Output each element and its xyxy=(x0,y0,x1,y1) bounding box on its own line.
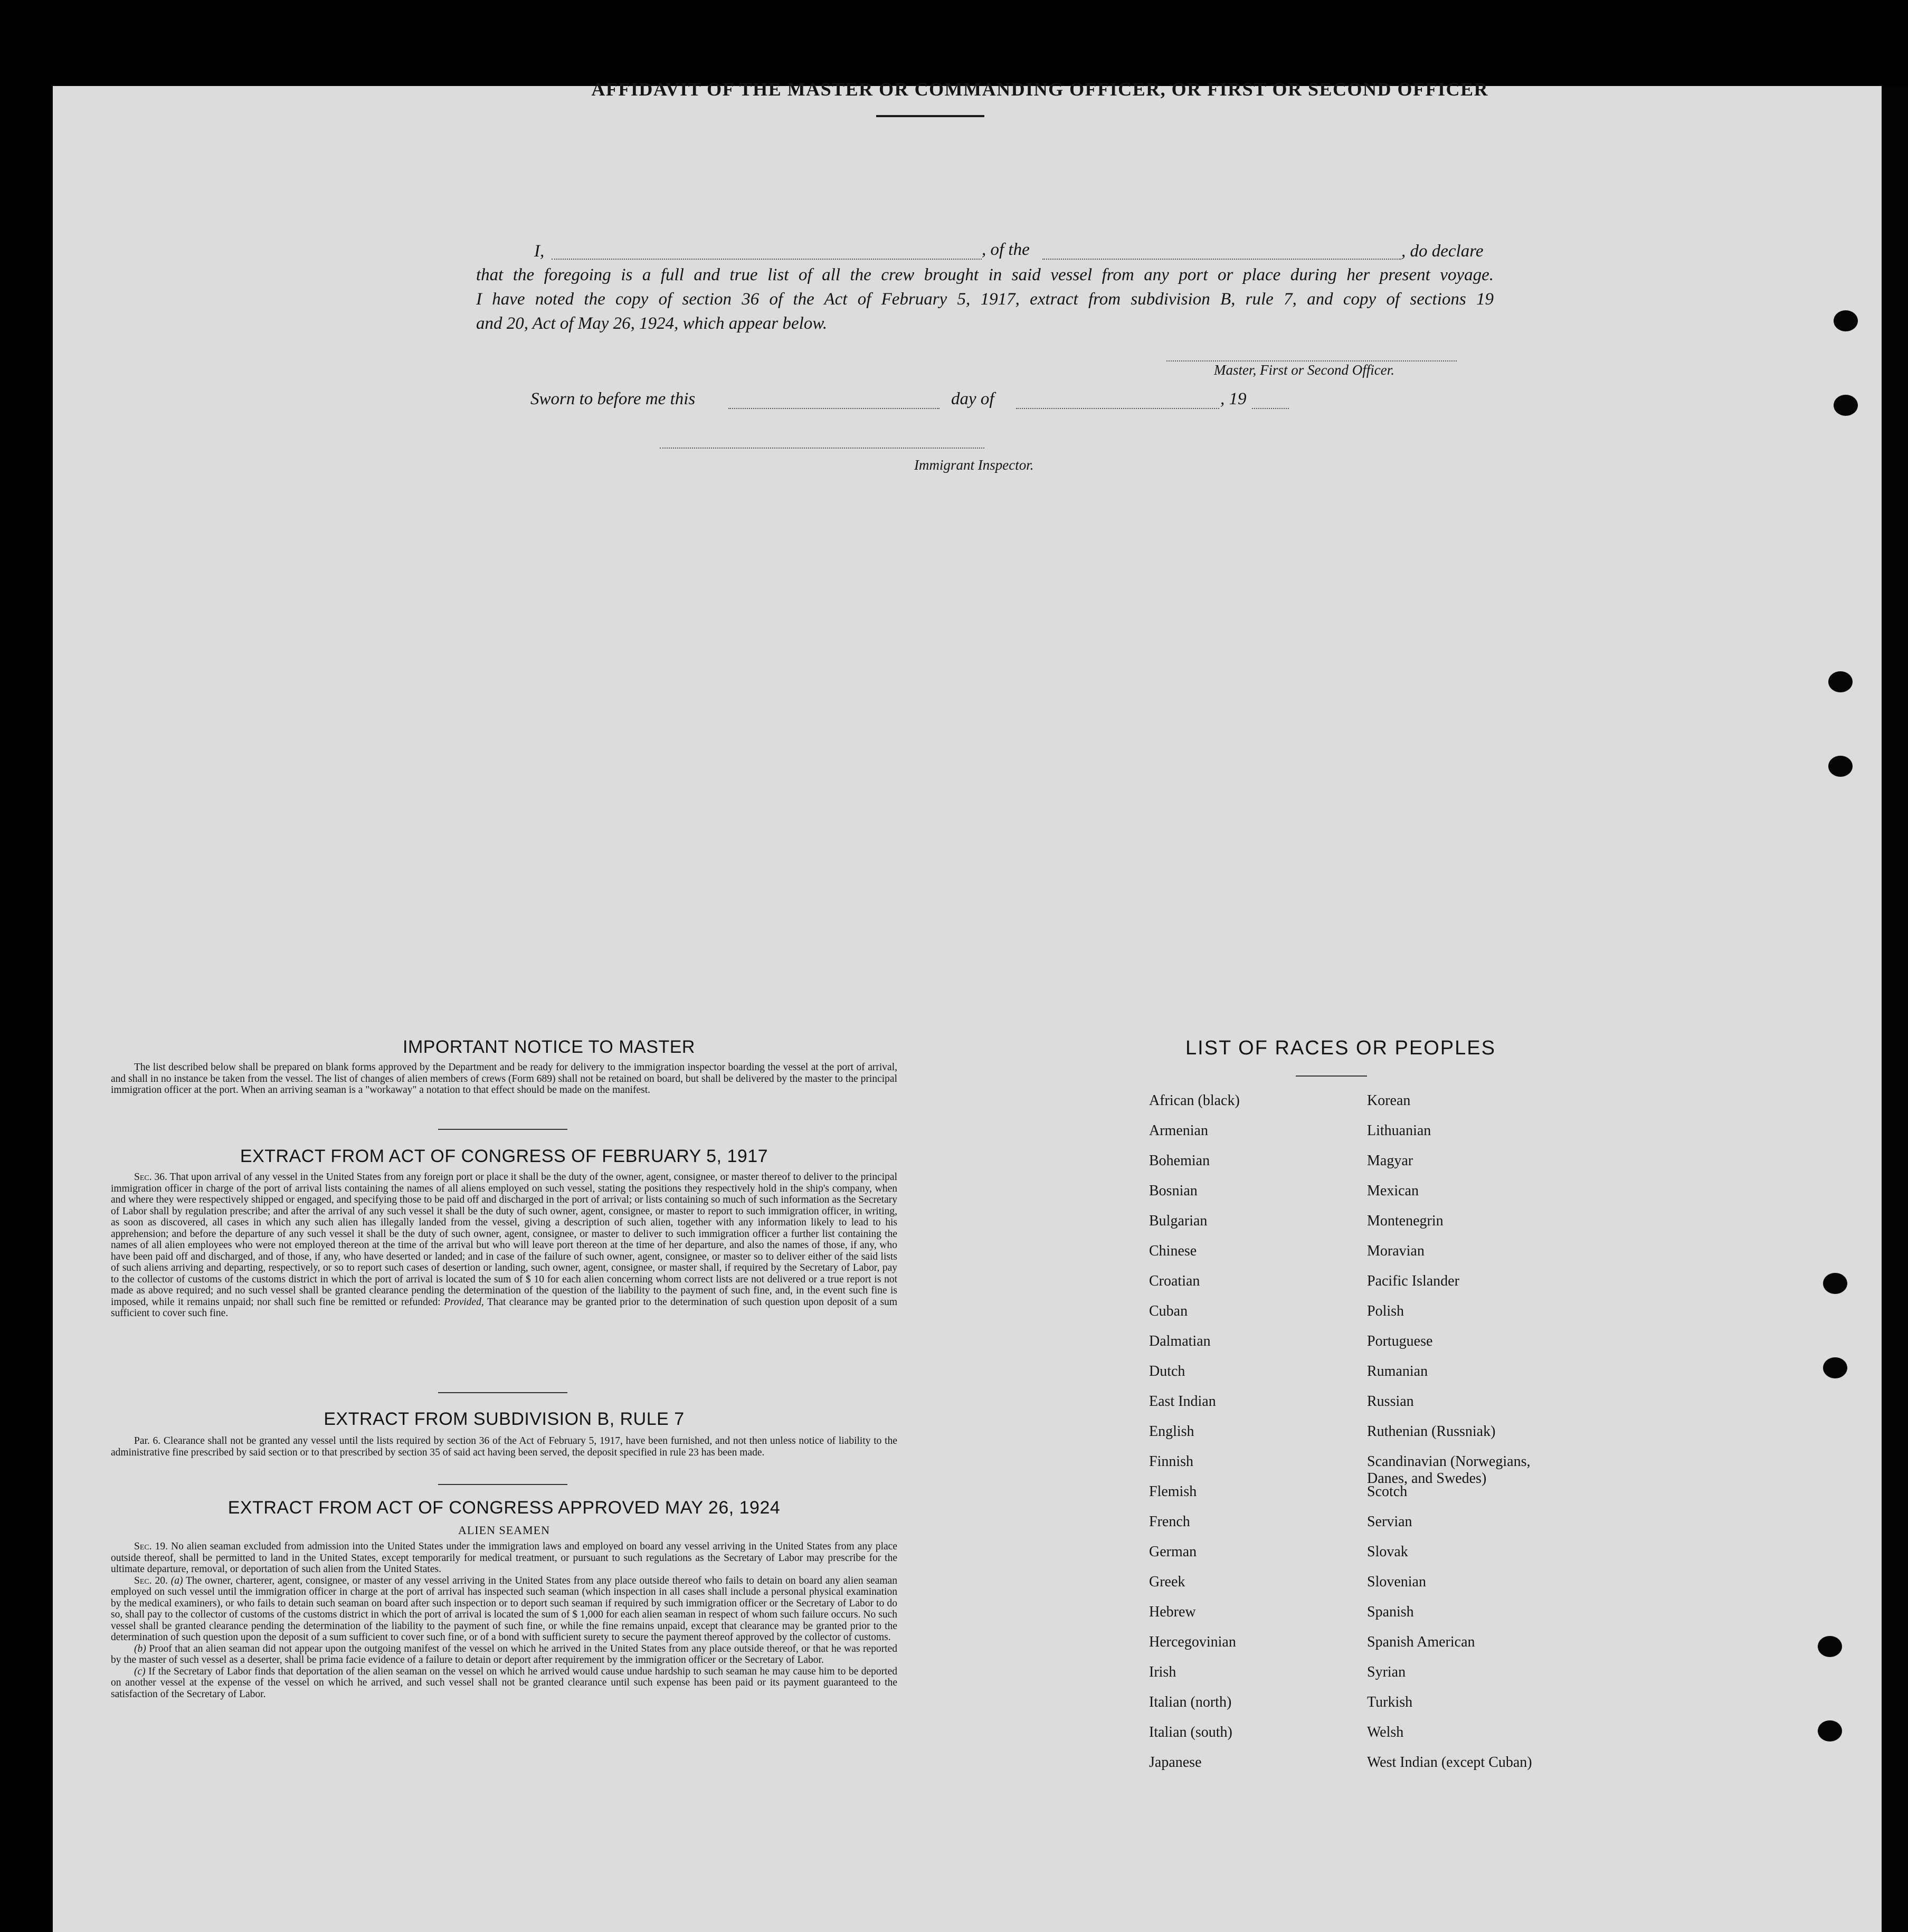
race-item: Turkish xyxy=(1367,1694,1413,1710)
name-blank xyxy=(552,259,982,260)
race-item: Greek xyxy=(1149,1574,1185,1590)
race-item: Hebrew xyxy=(1149,1604,1196,1620)
race-item: West Indian (except Cuban) xyxy=(1367,1754,1532,1771)
race-item: Syrian xyxy=(1367,1664,1406,1680)
race-item: East Indian xyxy=(1149,1393,1216,1410)
affidavit-line-3: I have noted the copy of section 36 of the Act of February 5, 1917, extract from subdivision B, rule 7, and copy of sections 19 xyxy=(476,290,1494,309)
extract-1917-title: EXTRACT FROM ACT OF CONGRESS OF FEBRUARY 5, 1917 xyxy=(240,1146,768,1166)
sheet-edge-shadow xyxy=(1882,86,1908,1932)
punch-hole xyxy=(1823,1357,1847,1378)
race-item: Croatian xyxy=(1149,1273,1200,1289)
race-item: Portuguese xyxy=(1367,1333,1433,1349)
sworn-day-of: day of xyxy=(951,389,994,408)
affidavit-i: I, xyxy=(534,242,545,261)
punch-hole xyxy=(1823,1273,1847,1294)
alien-seamen-subtitle: ALIEN SEAMEN xyxy=(458,1524,550,1537)
race-item: Cuban xyxy=(1149,1303,1188,1319)
race-item: Scandinavian (Norwegians, Danes, and Swedes) xyxy=(1367,1453,1531,1487)
signature-label: Master, First or Second Officer. xyxy=(1214,362,1394,378)
race-item: Bohemian xyxy=(1149,1153,1210,1169)
race-item: Hercegovinian xyxy=(1149,1634,1236,1650)
race-item: Mexican xyxy=(1367,1183,1419,1199)
punch-hole xyxy=(1828,756,1853,777)
extract-rule7-title: EXTRACT FROM SUBDIVISION B, RULE 7 xyxy=(324,1409,685,1429)
inspector-label: Immigrant Inspector. xyxy=(914,457,1034,473)
affidavit-of-the: , of the xyxy=(982,240,1030,259)
race-item: Slovak xyxy=(1367,1544,1408,1560)
extract-1924-text: Sec. 19. No alien seaman excluded from admission into the United States under the immigration laws and employed on board any vessel arriving in the United States from any place outside thereof, shall be permitted to land in the United States, except temporarily for medical treatment, or pursuant to such regulations as the Secretary of Labor may prescribe for the ultimate departure, removal, or deportation of such alien from the United States. Sec. 20. (a) The owner, charterer, agent, consignee, or master of any vessel arriving in the United States from any place outside thereof who fails to detain on board any alien seaman employed on such vessel until the immigration officer in charge at the port of arrival has inspected such seaman (which inspection in all cases shall include a personal physical examination by the medical examiners), or who fails to detain such seaman on board after such inspection or to deport such seaman if required by such immigration officer or the Secretary of Labor to do so, shall pay to the collector of customs of the customs district in which the port of arrival is located the sum of $ 1,000 for each alien seaman in respect of whom such failure occurs. No such vessel shall be granted clearance pending the determination of the liability to the payment of such fine, or while the fine remains unpaid, except that clearance may be granted prior to the determination of such question upon the deposit of a sum sufficient to cover such fine, or of a bond with sufficient surety to secure the payment thereof approved by the collector of customs. (b) Proof that an alien seaman did not appear upon the outgoing manifest of the vessel on which he arrived in the United States from any place outside thereof, or that he was reported by the master of such vessel as a deserter, shall be prima facie evidence of a failure to detain or deport after requirement by the immigration officer or the Secretary of Labor. (c) If the Secretary of Labor finds that deportation of the alien seaman on the vessel on which he arrived would cause undue hardship to such seaman he may cause him to be deported on another vessel at the expense of the vessel on which he arrived, and such vessel shall not be granted clearance until such expense has been paid or its payment guaranteed to the satisfaction of the Secretary of Labor. xyxy=(111,1541,898,1700)
day-blank xyxy=(728,408,939,409)
race-item: Finnish xyxy=(1149,1453,1194,1470)
race-item: Flemish xyxy=(1149,1483,1197,1500)
month-blank xyxy=(1016,408,1219,409)
race-item: Bulgarian xyxy=(1149,1213,1208,1229)
race-item: Japanese xyxy=(1149,1754,1202,1771)
affidavit-declare: , do declare xyxy=(1401,242,1484,261)
year-blank xyxy=(1252,408,1289,409)
race-item: African (black) xyxy=(1149,1092,1240,1109)
race-item: Scotch xyxy=(1367,1483,1408,1500)
divider xyxy=(1296,1076,1367,1077)
affidavit-line-4: and 20, Act of May 26, 1924, which appear below. xyxy=(476,314,828,333)
punch-hole xyxy=(1834,310,1858,331)
title-underline xyxy=(876,115,984,117)
race-item: Irish xyxy=(1149,1664,1176,1680)
race-item: Lithuanian xyxy=(1367,1122,1431,1139)
race-item: Korean xyxy=(1367,1092,1411,1109)
race-item: Italian (north) xyxy=(1149,1694,1232,1710)
race-item: Russian xyxy=(1367,1393,1414,1410)
race-item: English xyxy=(1149,1423,1194,1440)
race-item: French xyxy=(1149,1514,1190,1530)
race-item: Spanish xyxy=(1367,1604,1414,1620)
inspector-blank xyxy=(660,448,984,449)
sworn-text: Sworn to before me this xyxy=(530,389,696,408)
notice-text: The list described below shall be prepared on blank forms approved by the Department and be ready for delivery to the immigration inspector boarding the vessel at the port of arrival, and shall in no instance be taken from the vessel. The list of changes of alien members of crews (Form 689) shall not be retained on board, but shall be delivered by the master to the principal immigration officer at the port. When an arriving seaman is a "workaway" a notation to that effect should be made on the manifest. xyxy=(111,1062,897,1096)
race-item: Montenegrin xyxy=(1367,1213,1444,1229)
punch-hole xyxy=(1818,1636,1842,1657)
race-item: Dutch xyxy=(1149,1363,1185,1379)
race-item: Armenian xyxy=(1149,1122,1208,1139)
vessel-blank xyxy=(1042,259,1401,260)
divider xyxy=(438,1129,567,1130)
affidavit-title: AFFIDAVIT OF THE MASTER OR COMMANDING OFFICER, OR FIRST OR SECOND OFFICER xyxy=(591,79,1488,100)
extract-1924-title: EXTRACT FROM ACT OF CONGRESS APPROVED MAY 26, 1924 xyxy=(227,1498,781,1518)
race-item: Bosnian xyxy=(1149,1183,1198,1199)
race-item: Servian xyxy=(1367,1514,1412,1530)
divider xyxy=(438,1484,567,1485)
race-item: Welsh xyxy=(1367,1724,1404,1740)
punch-hole xyxy=(1828,671,1853,692)
sworn-year: , 19 xyxy=(1220,389,1247,408)
race-item: German xyxy=(1149,1544,1197,1560)
signature-blank xyxy=(1166,360,1457,361)
affidavit-line-2: that the foregoing is a full and true list of all the crew brought in said vessel from any port or place during her present voyage. xyxy=(476,265,1494,284)
punch-hole xyxy=(1834,395,1858,416)
punch-hole xyxy=(1818,1720,1842,1741)
race-item: Ruthenian (Russniak) xyxy=(1367,1423,1496,1440)
race-item: Slovenian xyxy=(1367,1574,1426,1590)
race-item: Dalmatian xyxy=(1149,1333,1211,1349)
extract-rule7-text: Par. 6. Clearance shall not be granted any vessel until the lists required by section 36 of the Act of February 5, 1917, have been furnished, and not then unless notice of liability to the administrative fine prescribed by said section or to that prescribed by section 35 of said act having been served, the deposit specified in rule 23 has been made. xyxy=(111,1435,897,1458)
races-title: LIST OF RACES OR PEOPLES xyxy=(1185,1037,1496,1059)
notice-title: IMPORTANT NOTICE TO MASTER xyxy=(403,1037,695,1057)
race-item: Italian (south) xyxy=(1149,1724,1232,1740)
races-right-column xyxy=(1367,1092,1532,1784)
divider xyxy=(438,1392,567,1393)
race-item: Magyar xyxy=(1367,1153,1413,1169)
race-item: Pacific Islander xyxy=(1367,1273,1459,1289)
races-left-column xyxy=(1149,1092,1240,1784)
race-item: Polish xyxy=(1367,1303,1404,1319)
extract-1917-text: Sec. 36. That upon arrival of any vessel in the United States from any foreign port or place it shall be the duty of the owner, agent, consignee, or master thereof to deliver to the principal immigration officer in charge of the port of arrival lists containing the names of all aliens employed on such vessel, stating the positions they respectively hold in the ship's company, when and where they were respectively shipped or engaged, and specifying those to be paid off and discharged in the port of arrival; or lists containing so much of such information as the Secretary of Labor shall by regulation prescribe; and after the arrival of any such vessel it shall be the duty of such owner, agent, consignee, or master to report to such immigration officer, in writing, as soon as discovered, all cases in which any such alien has illegally landed from the vessel, giving a description of such alien, together with any information likely to lead to his apprehension; and before the departure of any such vessel it shall be the duty of such owner, agent, consignee, or master to deliver to such immigration officer a further list containing the names of all alien employees who were not employed thereon at the time of the arrival but who will leave port thereon at the time of her departure, and also the names of those, if any, who have been paid off and discharged, and of those, if any, who have deserted or landed; and in case of the failure of such owner, agent, consignee, or master so to deliver either of the said lists of such aliens arriving and departing, respectively, or so to report such cases of desertion or landing, such owner, agent, consignee, or master shall, if required by the Secretary of Labor, pay to the collector of customs of the customs district in which the port of arrival is located the sum of $ 10 for each alien concerning whom correct lists are not delivered or a true report is not made as above required; and no such vessel shall be granted clearance pending the determination of the question of the liability to the payment of such fine, and, in the event such fine is imposed, while it remains unpaid; nor shall such fine be remitted or refunded: Provided, That clearance may be granted prior to the determination of such question upon deposit of a sum sufficient to cover such fine. xyxy=(111,1172,897,1319)
race-item: Spanish American xyxy=(1367,1634,1475,1650)
race-item: Chinese xyxy=(1149,1243,1197,1259)
race-item: Rumanian xyxy=(1367,1363,1428,1379)
race-item: Moravian xyxy=(1367,1243,1425,1259)
